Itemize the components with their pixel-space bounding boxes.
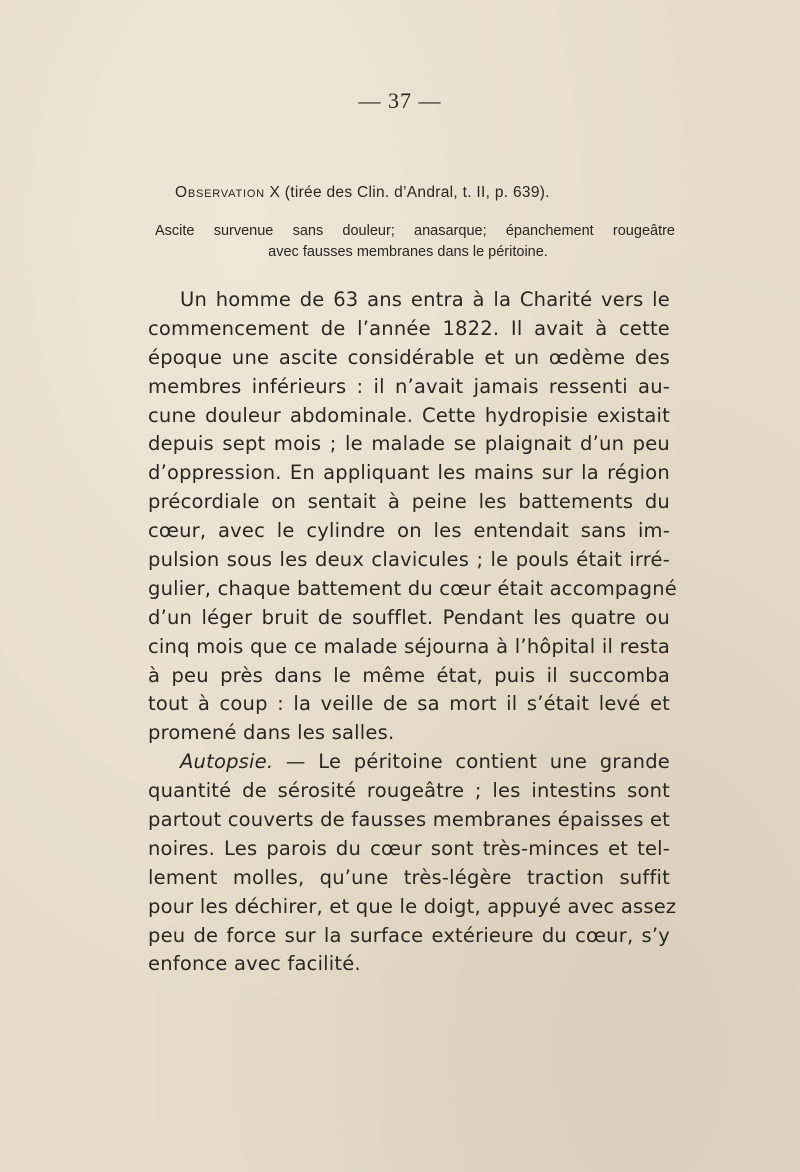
text-line: pulsion sous les deux clavicules ; le pouls était irré- [148, 548, 670, 572]
text-line: cune douleur abdominale. Cette hydropisie existait [148, 403, 670, 427]
text-line: tout à coup : la veille de sa mort il s’était levé et [148, 692, 670, 716]
text-line: enfonce avec facilité. [148, 952, 361, 976]
page-number: — 37 — [358, 88, 442, 113]
text-line: Un homme de 63 ans entra à la Charité vers le [180, 288, 670, 311]
text-line: depuis sept mois ; le malade se plaignait d’un peu [148, 432, 670, 456]
autopsy-label: Autopsie. [180, 750, 274, 774]
text-line: à peu près dans le même état, puis il succomba [148, 663, 670, 687]
text-line: cinq mois que ce malade séjourna à l’hôpital il resta [148, 634, 670, 658]
text-line: peu de force sur la surface extérieure du cœur, s’y [148, 923, 670, 947]
text-line: gulier, chaque battement du cœur était accompagné [148, 576, 677, 600]
text-line: époque une ascite considérable et un œdème des [148, 345, 670, 369]
text-line: commencement de l’année 1822. Il avait à cette [148, 316, 670, 340]
text-line: partout couverts de fausses membranes épaisses et [148, 808, 671, 832]
summary-line: avec fausses membranes dans le péritoine. [268, 244, 548, 260]
text-line: lement molles, qu’une très-légère traction suffit [148, 865, 670, 889]
text-line: d’un léger bruit de soufflet. Pendant les quatre ou [148, 605, 670, 629]
text-line: d’oppression. En appliquant les mains sur la région [148, 461, 670, 485]
body-text [148, 286, 677, 979]
text-line: quantité de sérosité rougeâtre ; les intestins sont [148, 779, 670, 803]
text-line: noires. Les parois du cœur sont très-minces et tel- [148, 836, 670, 860]
text-line: cœur, avec le cylindre on les entendait sans im- [148, 519, 670, 543]
observation-summary [155, 221, 675, 263]
observation-source: X (tirée des Clin. d’Andral, t. II, p. 639). [264, 184, 550, 201]
text-line: précordiale on sentait à peine les battements du [148, 490, 670, 514]
summary-line: Ascite survenue sans douleur; anasarque; épanchement rougeâtre [155, 223, 675, 239]
observation-heading [175, 184, 550, 202]
text-line: promené dans les salles. [148, 721, 395, 745]
text-line: membres inférieurs : il n’avait jamais ressenti au- [148, 374, 670, 398]
text-line: pour les déchirer, et que le doigt, appuyé avec assez [148, 894, 677, 918]
autopsy-first-line-text: — Le péritoine contient une grande [273, 750, 670, 774]
observation-label: Observation [175, 184, 265, 201]
autopsy-first-line [148, 748, 670, 777]
